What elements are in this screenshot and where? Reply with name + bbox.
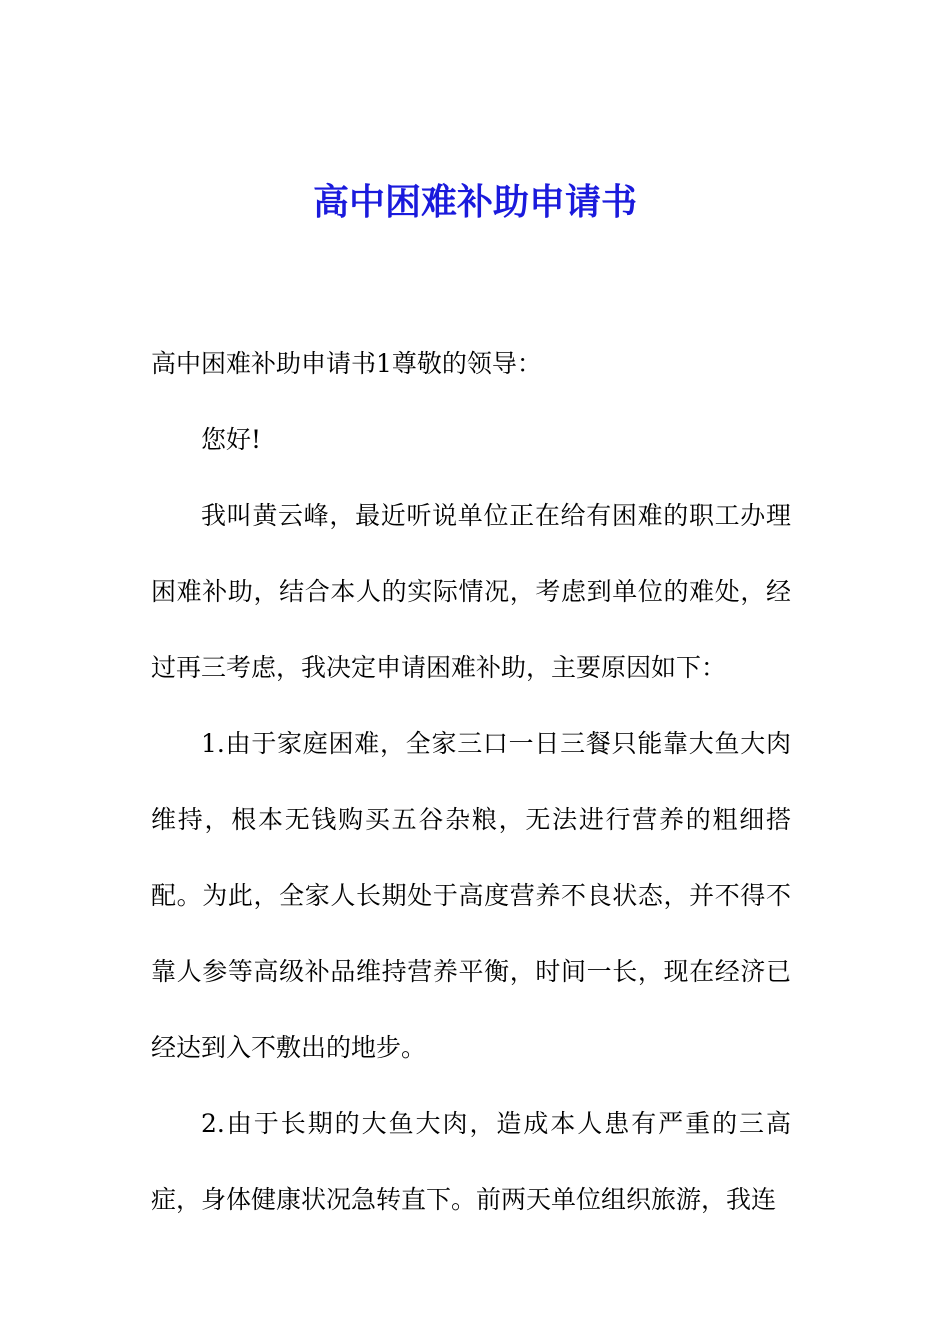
greeting-paragraph: 您好!: [201, 425, 262, 454]
reason-1-paragraph: 1.由于家庭困难，全家三口一日三餐只能靠大鱼大肉维持，根本无钱购买五谷杂粮，无法进行营养的粗细搭配。为此，全家人长期处于高度营养不良状态，并不得不靠人参等高级补品维持营养平衡，时间一长，现在经济已经达到入不敷出的地步。: [151, 729, 791, 1062]
intro-paragraph: 我叫黄云峰，最近听说单位正在给有困难的职工办理困难补助，结合本人的实际情况，考虑到单位的难处，经过再三考虑，我决定申请困难补助，主要原因如下：: [151, 501, 791, 682]
document-body: [151, 326, 791, 1238]
reason-2-paragraph: 2.由于长期的大鱼大肉，造成本人患有严重的三高症，身体健康状况急转直下。前两天单位组织旅游，我连: [151, 1109, 791, 1214]
document-title: 高中困难补助申请书: [312, 181, 637, 223]
salutation-paragraph: 高中困难补助申请书1尊敬的领导：: [151, 349, 542, 378]
